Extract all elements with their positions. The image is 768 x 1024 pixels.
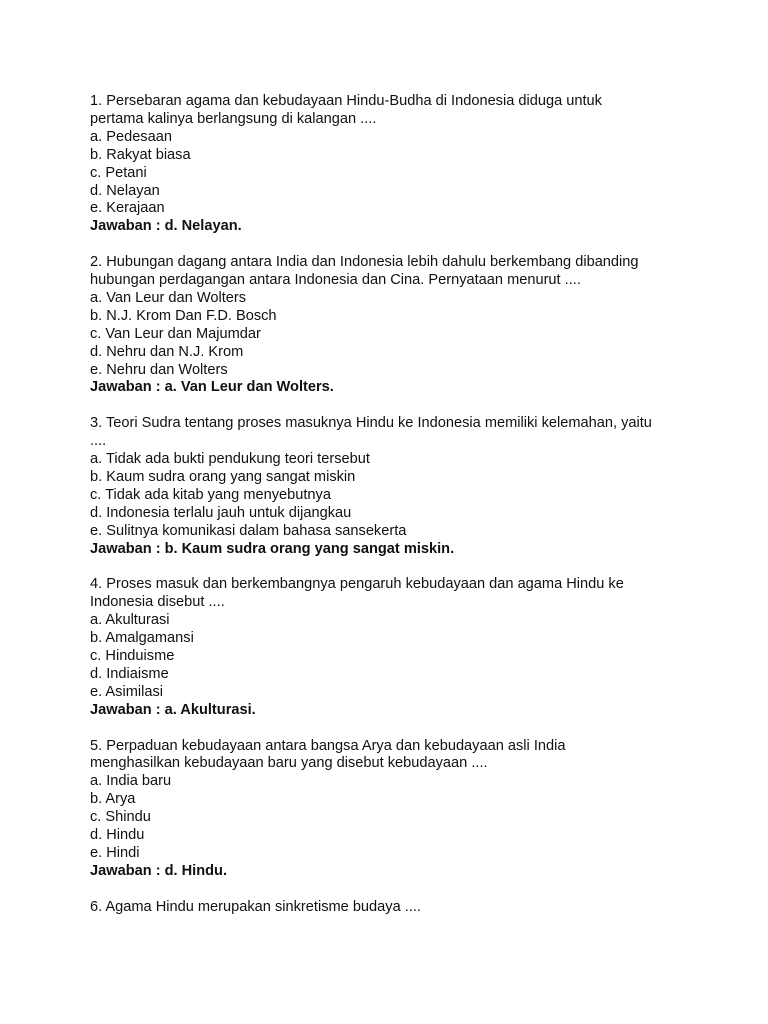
question-2 — [90, 254, 710, 397]
option-d: d. Nelayan — [90, 182, 160, 199]
question-text-line: 2. Hubungan dagang antara India dan Indonesia lebih dahulu berkembang dibanding — [90, 254, 639, 271]
option-e: e. Nehru dan Wolters — [90, 361, 228, 378]
question-1 — [90, 93, 710, 236]
option-a: a. Akulturasi — [90, 612, 170, 629]
answer-line: Jawaban : d. Nelayan. — [90, 218, 242, 235]
answer-line: Jawaban : a. Van Leur dan Wolters. — [90, 379, 334, 396]
option-b: b. Kaum sudra orang yang sangat miskin — [90, 469, 356, 485]
question-5 — [90, 738, 710, 881]
question-6 — [90, 899, 710, 917]
option-b: b. Rakyat biasa — [90, 146, 191, 163]
option-d: d. Hindu — [90, 827, 145, 844]
question-text-line: 6. Agama Hindu merupakan sinkretisme budaya .... — [90, 898, 421, 915]
option-d: d. Nehru dan N.J. Krom — [90, 343, 244, 360]
question-4 — [90, 576, 710, 719]
option-c: c. Van Leur dan Majumdar — [90, 325, 261, 342]
question-text-line: Indonesia disebut .... — [90, 594, 225, 611]
answer-line: Jawaban : a. Akulturasi. — [90, 701, 256, 718]
option-b: b. N.J. Krom Dan F.D. Bosch — [90, 307, 277, 324]
question-text-line: .... — [90, 433, 107, 450]
question-text-line: 1. Persebaran agama dan kebudayaan Hindu-Budha di Indonesia diduga untuk — [90, 93, 602, 109]
option-c: c. Hinduisme — [90, 648, 175, 665]
question-text-line: pertama kalinya berlangsung di kalangan .... — [90, 110, 377, 127]
question-text-line: 4. Proses masuk dan berkembangnya pengaruh kebudayaan dan agama Hindu ke — [90, 576, 624, 593]
option-e: e. Hindi — [90, 845, 140, 861]
option-a: a. Tidak ada bukti pendukung teori tersebut — [90, 451, 370, 468]
option-e: e. Sulitnya komunikasi dalam bahasa sansekerta — [90, 522, 407, 539]
option-b: b. Amalgamansi — [90, 630, 194, 647]
question-text-line: 5. Perpaduan kebudayaan antara bangsa Arya dan kebudayaan asli India — [90, 737, 566, 754]
option-d: d. Indiaisme — [90, 665, 169, 682]
answer-line: Jawaban : d. Hindu. — [90, 862, 228, 879]
option-a: a. India baru — [90, 773, 172, 790]
option-a: a. Pedesaan — [90, 128, 172, 145]
option-e: e. Kerajaan — [90, 200, 165, 217]
option-c: c. Petani — [90, 164, 147, 181]
question-text-line: menghasilkan kebudayaan baru yang disebut kebudayaan .... — [90, 755, 488, 772]
option-e: e. Asimilasi — [90, 683, 163, 700]
option-c: c. Tidak ada kitab yang menyebutnya — [90, 486, 331, 503]
question-text-line: hubungan perdagangan antara Indonesia dan Cina. Pernyataan menurut .... — [90, 272, 581, 289]
question-text-line: 3. Teori Sudra tentang proses masuknya Hindu ke Indonesia memiliki kelemahan, yaitu — [90, 415, 652, 432]
question-list — [90, 93, 710, 935]
option-a: a. Van Leur dan Wolters — [90, 289, 247, 306]
question-3 — [90, 415, 710, 558]
option-d: d. Indonesia terlalu jauh untuk dijangkau — [90, 504, 352, 521]
option-b: b. Arya — [90, 791, 136, 808]
option-c: c. Shindu — [90, 809, 151, 826]
answer-line: Jawaban : b. Kaum sudra orang yang sangat miskin. — [90, 540, 455, 557]
